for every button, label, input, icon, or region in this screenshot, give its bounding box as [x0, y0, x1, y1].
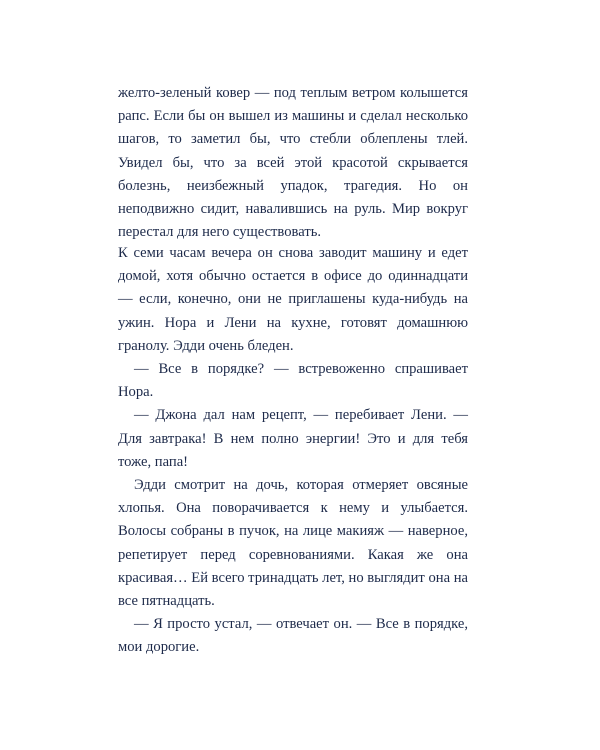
- dialogue-line: — Все в порядке? — встревоженно спрашивает Нора.: [118, 361, 468, 401]
- dialogue-line: — Я просто устал, — отвечает он. — Все в порядке, мои дорогие.: [118, 616, 468, 656]
- dialogue-line: — Джона дал нам рецепт, — перебивает Лени. — Для завтрака! В нем полно энергии! Это и для тебя тоже, папа!: [118, 407, 468, 470]
- text-block-1: [118, 82, 468, 244]
- paragraph: желто-зеленый ковер — под теплым ветром колышется рапс. Если бы он вышел из машины и сделал несколько шагов, то заметил бы, что стебли облеплены тлей. Увидел бы, что за всей этой красотой скрывается болезнь, неизбежный упадок, трагедия. Но он неподвижно сидит, навалившись на руль. Мир вокруг перестал для него существовать.: [118, 85, 468, 241]
- paragraph: Эдди смотрит на дочь, которая отмеряет овсяные хлопья. Она поворачивается к нему и улыбается. Волосы собраны в пучок, на лице макияж — наверное, репетирует перед соревнованиями. Какая же она красивая… Ей всего тринадцать лет, но выглядит она на все пятнадцать.: [118, 477, 468, 610]
- paragraph: К семи часам вечера он снова заводит машину и едет домой, хотя обычно остается в офисе до одиннадцати — если, конечно, они не приглашены куда-нибудь на ужин. Нора и Лени на кухне, готовят домашнюю гранолу. Эдди очень бледен.: [118, 245, 468, 354]
- text-block-2: [118, 242, 468, 660]
